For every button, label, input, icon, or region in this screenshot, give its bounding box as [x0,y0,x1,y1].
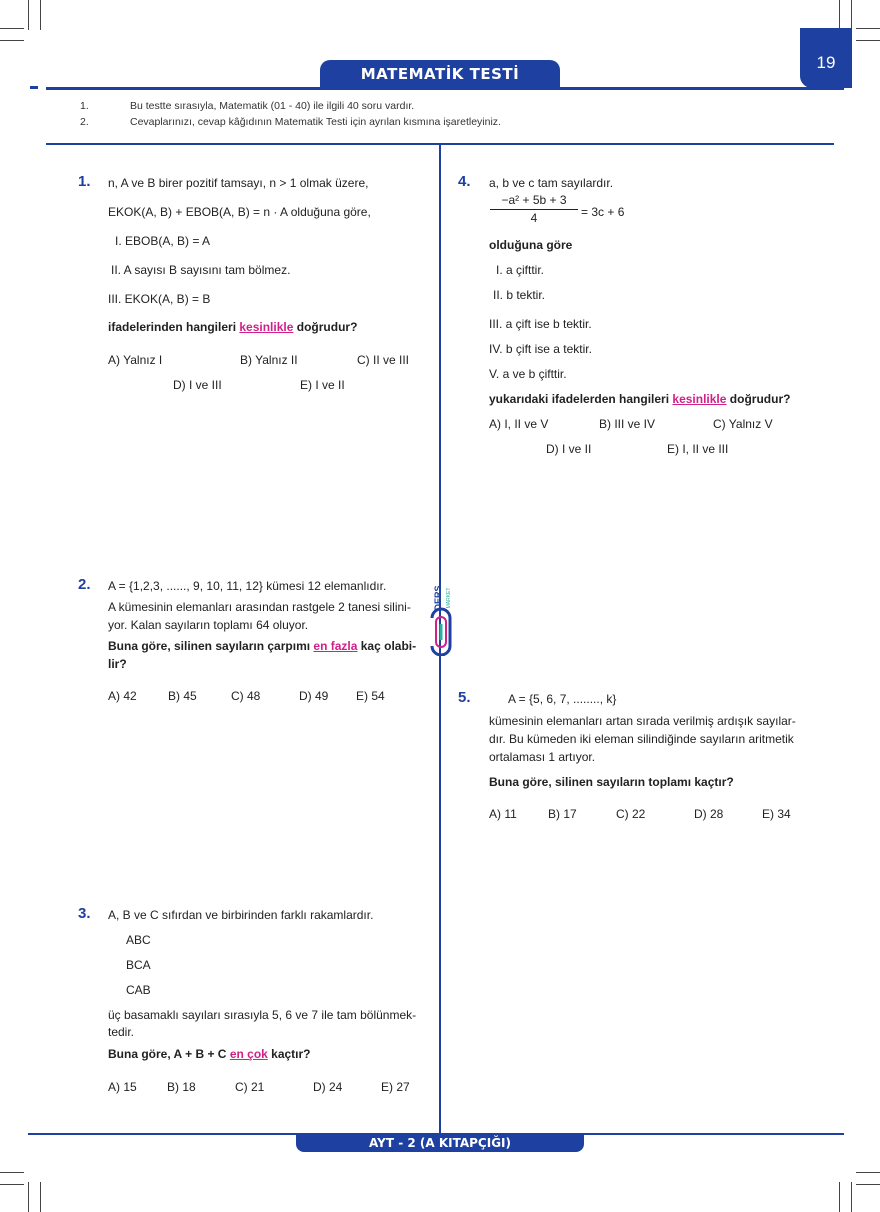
crop-mark [851,1182,852,1212]
question-line: kümesinin elemanları artan sırada verilmiş ardışık sayılar- [489,714,796,728]
emphasis: kesinlikle [672,392,727,406]
statement: II. b tektir. [493,288,546,302]
equation-rhs: = 3c + 6 [581,205,625,219]
booklet-label: AYT - 2 (A KITAPÇIĞI) [296,1134,584,1152]
question-stem: Buna göre, silinen sayıların toplamı kaçtır? [489,775,734,789]
crop-mark [0,40,24,41]
crop-mark [0,1172,24,1173]
statement: III. a çift ise b tektir. [489,317,592,331]
crop-mark [0,1184,24,1185]
emphasis: kesinlikle [239,320,294,334]
crop-mark [40,1182,41,1212]
answer-option[interactable]: B) 45 [168,689,197,703]
answer-option[interactable]: A) 15 [108,1080,137,1094]
fraction-denominator: 4 [530,211,538,225]
question-line: tedir. [108,1025,135,1039]
answer-option[interactable]: E) I, II ve III [667,442,729,456]
answer-option[interactable]: E) I ve II [300,378,345,392]
statement: I. a çifttir. [496,263,545,277]
crop-mark [0,28,24,29]
ders-market-logo [426,572,456,656]
answer-option[interactable]: C) 22 [616,807,646,821]
answer-option[interactable]: B) 17 [548,807,577,821]
answer-option[interactable]: D) 49 [299,689,329,703]
question-stem: yukarıdaki ifadelerden hangileri kesinlikle doğrudur? [489,392,791,406]
question-line: yor. Kalan sayıların toplamı 64 oluyor. [108,618,309,632]
crop-mark [839,1182,840,1212]
question-number: 1. [78,173,91,190]
statement: IV. b çift ise a tektir. [489,342,592,356]
fraction-numerator: −a² + 5b + 3 [501,193,567,207]
crop-mark [40,0,41,30]
answer-option[interactable]: D) 28 [694,807,724,821]
question-stem: Buna göre, silinen sayıların çarpımı en fazla kaç olabi- [108,639,417,653]
instruction-text: Cevaplarınızı, cevap kâğıdının Matematik Testi için ayrılan kısmına işaretleyiniz. [130,116,501,128]
instruction-number: 2. [80,116,89,128]
question-number: 4. [458,173,471,190]
crop-mark [856,1184,880,1185]
answer-option[interactable]: E) 27 [381,1080,410,1094]
question-intro: a, b ve c tam sayılardır. [489,176,614,190]
answer-option[interactable]: A) 42 [108,689,137,703]
crop-mark [856,40,880,41]
question-stem: lir? [108,657,127,671]
answer-option[interactable]: A) 11 [489,807,517,821]
fraction-bar [490,209,578,210]
question-intro: n, A ve B birer pozitif tamsayı, n > 1 olmak üzere, [108,176,369,190]
answer-option[interactable]: A) I, II ve V [489,417,549,431]
statement: II. A sayısı B sayısını tam bölmez. [111,263,291,277]
question-number: 3. [78,905,91,922]
question-line: A, B ve C sıfırdan ve birbirinden farklı rakamlardır. [108,908,374,922]
answer-option[interactable]: B) Yalnız II [240,353,298,367]
crop-mark [839,0,840,30]
instruction-text: Bu testte sırasıyla, Matematik (01 - 40) ile ilgili 40 soru vardır. [130,100,415,112]
answer-option[interactable]: D) 24 [313,1080,343,1094]
fraction [490,193,578,227]
question-given: olduğuna göre [489,238,573,252]
answer-option[interactable]: C) 48 [231,689,261,703]
question-line: A kümesinin elemanları arasından rastgele 2 tanesi silini- [108,600,411,614]
answer-option[interactable]: E) 34 [762,807,791,821]
number-item: CAB [126,983,151,997]
question-number: 5. [458,689,471,706]
emphasis: en fazla [313,639,358,653]
logo-text-ders: DERS [433,585,443,611]
question-stem: Buna göre, A + B + C en çok kaçtır? [108,1047,311,1061]
logo-text-market: MARKET [446,587,452,609]
answer-option[interactable]: C) Yalnız V [713,417,773,431]
emphasis: en çok [229,1047,268,1061]
set-definition: A = {5, 6, 7, ........, k} [508,692,617,706]
question-line: dır. Bu kümeden iki eleman silindiğinde sayıların aritmetik [489,732,794,746]
answer-option[interactable]: B) III ve IV [599,417,656,431]
crop-mark [856,1172,880,1173]
header-dash [30,86,38,89]
answer-option[interactable]: D) I ve III [173,378,222,392]
page-title: MATEMATİK TESTİ [320,60,560,88]
question-line: A = {1,2,3, ......, 9, 10, 11, 12} kümesi 12 elemanlıdır. [108,579,387,593]
question-stem: ifadelerinden hangileri kesinlikle doğrudur? [108,320,358,334]
question-line: ortalaması 1 artıyor. [489,750,596,764]
answer-option[interactable]: B) 18 [167,1080,196,1094]
instruction-number: 1. [80,100,89,112]
question-line: üç basamaklı sayıları sırasıyla 5, 6 ve 7 ile tam bölünmek- [108,1008,417,1022]
question-condition: EKOK(A, B) + EBOB(A, B) = n · A olduğuna göre, [108,205,371,219]
number-item: BCA [126,958,151,972]
crop-mark [851,0,852,30]
question-number: 2. [78,576,91,593]
answer-option[interactable]: C) II ve III [357,353,410,367]
page-number: 19 [800,28,852,88]
statement: I. EBOB(A, B) = A [115,234,211,248]
number-item: ABC [126,933,151,947]
crop-mark [856,28,880,29]
answer-option[interactable]: C) 21 [235,1080,265,1094]
crop-mark [28,1182,29,1212]
answer-option[interactable]: A) Yalnız I [108,353,163,367]
crop-mark [28,0,29,30]
answer-option[interactable]: D) I ve II [546,442,592,456]
answer-option[interactable]: E) 54 [356,689,385,703]
statement: III. EKOK(A, B) = B [108,292,211,306]
statement: V. a ve b çifttir. [489,367,567,381]
